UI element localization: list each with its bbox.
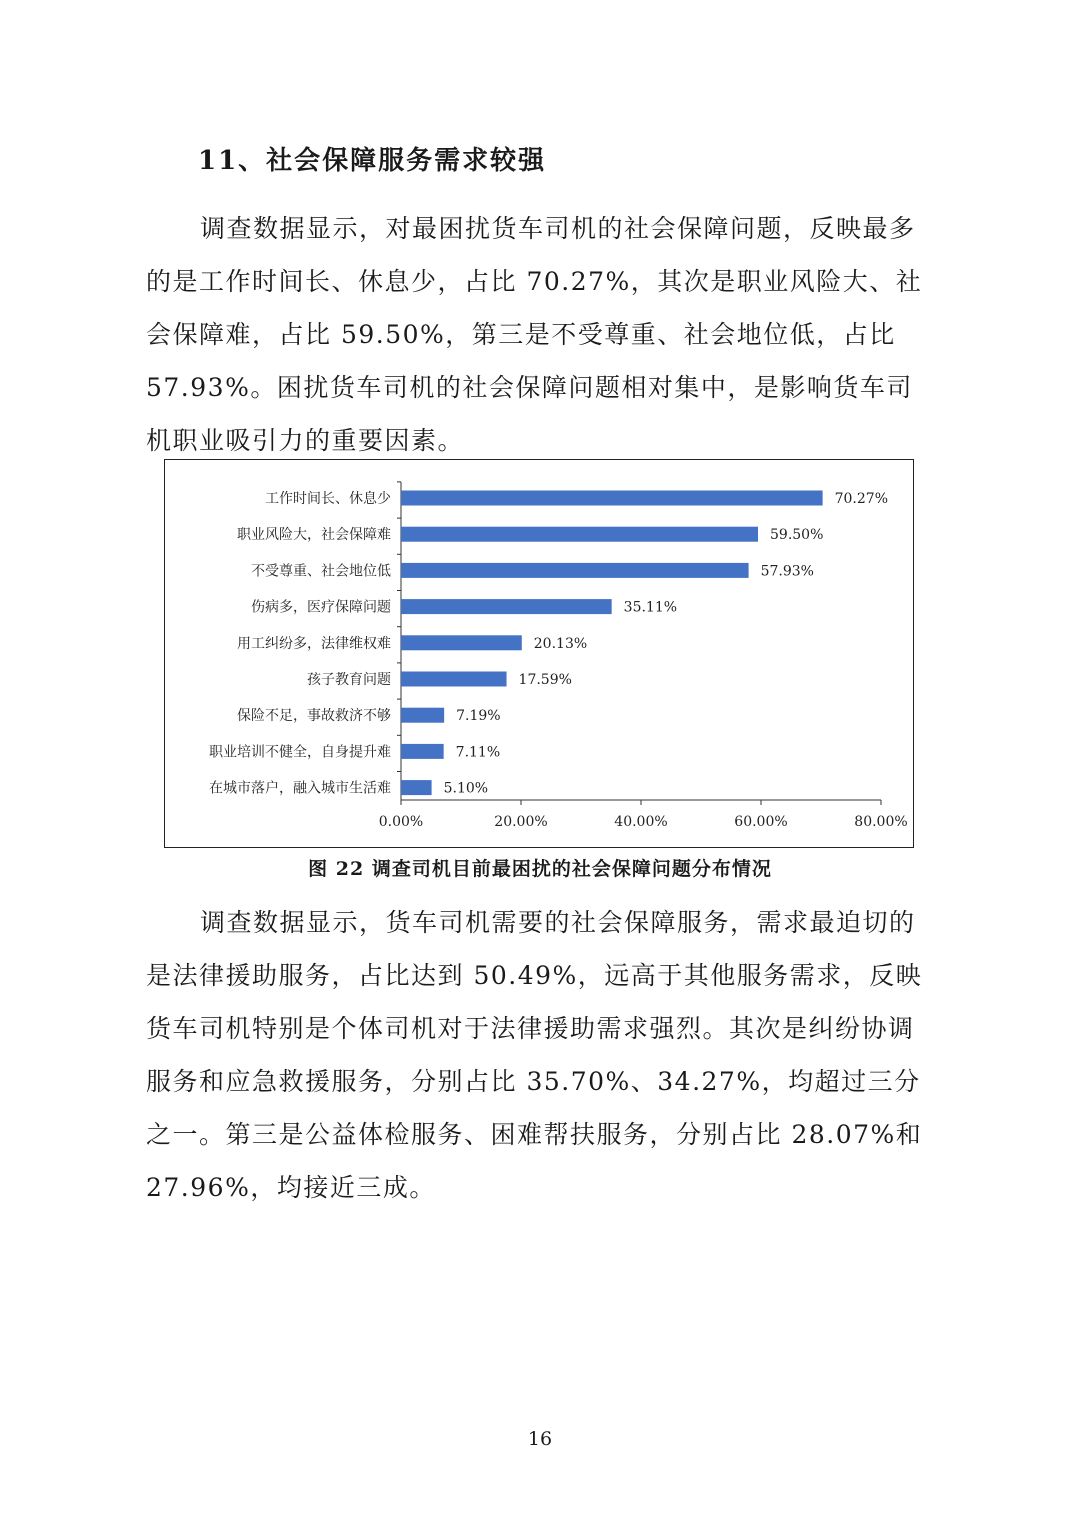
category-label: 在城市落户，融入城市生活难: [209, 780, 391, 797]
page-number: 16: [527, 1428, 553, 1450]
bar: [401, 491, 823, 506]
bar-chart-frame: [164, 459, 914, 848]
bar: [401, 599, 612, 614]
x-tick-label: 20.00%: [494, 814, 548, 830]
bar: [401, 708, 444, 723]
value-label: 57.93%: [760, 563, 814, 580]
paragraph-2: 调查数据显示，货车司机需要的社会保障服务，需求最迫切的是法律援助服务，占比达到 50.49%，远高于其他服务需求，反映货车司机特别是个体司机对于法律援助需求强烈。其次是纠纷协调服务和应急救援服务，分别占比 35.70%、34.27%，均超过三分之一。第三是公益体检服务、困难帮扶服务，分别占比 28.07%和 27.96%，均接近三成。: [146, 908, 923, 1202]
value-label: 35.11%: [623, 599, 678, 616]
value-label: 59.50%: [770, 527, 824, 544]
value-label: 17.59%: [518, 672, 572, 688]
x-tick-label: 60.00%: [734, 814, 788, 830]
category-label: 职业培训不健全，自身提升难: [209, 744, 391, 761]
section-heading: 11、社会保障服务需求较强: [198, 146, 547, 176]
bar: [401, 635, 522, 650]
category-label: 职业风险大，社会保障难: [237, 527, 391, 544]
category-label: 孩子教育问题: [307, 672, 391, 688]
category-label: 用工纠纷多，法律维权难: [237, 635, 391, 652]
x-tick-label: 0.00%: [378, 814, 424, 830]
category-label: 不受尊重、社会地位低: [251, 563, 391, 580]
category-label: 保险不足，事故救济不够: [237, 708, 391, 725]
bar: [401, 527, 758, 542]
value-label: 7.19%: [456, 708, 501, 725]
paragraph-1: 调查数据显示，对最困扰货车司机的社会保障问题，反映最多的是工作时间长、休息少，占比 70.27%，其次是职业风险大、社会保障难，占比 59.50%，第三是不受尊重、社会地位低，占比 57.93%。困扰货车司机的社会保障问题相对集中，是影响货车司机职业吸引力的重要因素。: [146, 214, 923, 455]
paragraph-1-block: [146, 202, 936, 467]
category-label: 工作时间长、休息少: [265, 491, 391, 507]
figure-caption: 图 22 调查司机目前最困扰的社会保障问题分布情况: [308, 858, 772, 880]
category-label: 伤病多，医疗保障问题: [251, 599, 391, 616]
bar-chart: [165, 460, 915, 849]
bar: [401, 672, 507, 687]
value-label: 5.10%: [443, 780, 489, 797]
value-label: 7.11%: [455, 744, 501, 761]
value-label: 70.27%: [834, 491, 889, 507]
x-tick-label: 80.00%: [854, 814, 908, 830]
bar: [401, 563, 749, 578]
value-label: 20.13%: [533, 635, 588, 652]
x-tick-label: 40.00%: [614, 814, 668, 830]
bar: [401, 780, 432, 795]
bar: [401, 744, 444, 759]
paragraph-2-block: [146, 896, 936, 1214]
